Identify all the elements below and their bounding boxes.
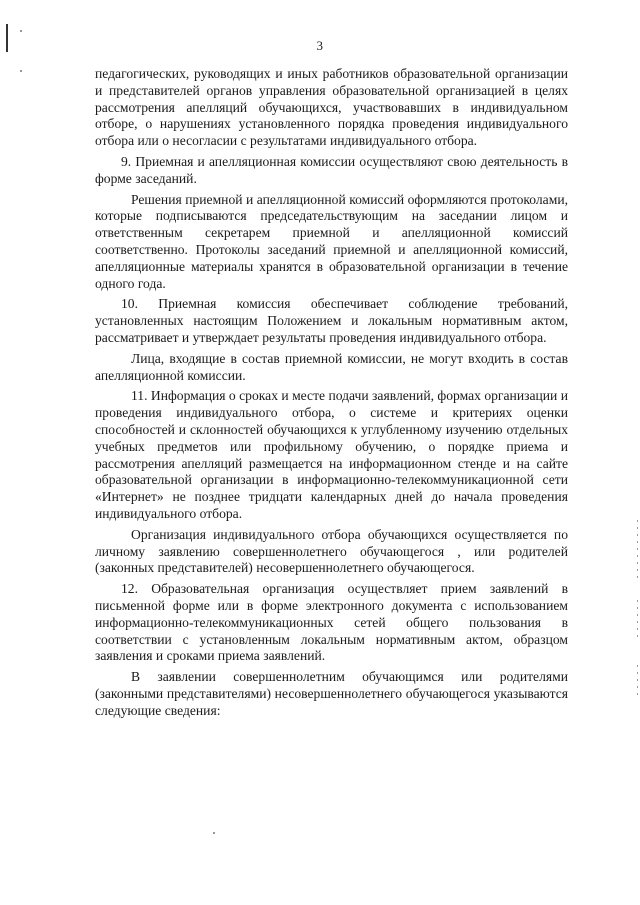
scan-artifact-right-edge — [637, 520, 638, 580]
paragraph-item-12: 12. Образовательная организация осуществляет прием заявлений в письменной форме или в форме электронного документа с использованием информационно-телекоммуникационных сетей общего пользования в соответствии с установленным локальным нормативным актом, образцом заявления и сроками приема заявлений. — [95, 581, 568, 664]
paragraph-members: Лица, входящие в состав приемной комиссии, не могут входить в состав апелляционной комиссии. — [95, 350, 568, 383]
paragraph-organization: Организация индивидуального отбора обучающихся осуществляется по личному заявлению совершеннолетнего обучающегося , или родителей (законных представителей) несовершеннолетнего обучающегося. — [95, 526, 568, 576]
paragraph-item-10: 10. Приемная комиссия обеспечивает соблюдение требований, установленных настоящим Положением и локальным нормативным актом, рассматривает и утверждает результаты проведения индивидуального отбора. — [95, 296, 568, 345]
paragraph-continuation: педагогических, руководящих и иных работников образовательной организации и представителей органов управления образовательной организацией в целях рассмотрения апелляций обучающихся, участвовавших в индивидуальном отборе, о нарушениях установленного порядка проведения индивидуального отбора или о несогласии с результатами индивидуального отбора. — [95, 66, 568, 149]
paragraph-item-9: 9. Приемная и апелляционная комиссии осуществляют свою деятельность в форме заседаний. — [95, 153, 568, 186]
paragraph-decisions: Решения приемной и апелляционной комиссий оформляются протоколами, которые подписываются председательствующим на заседании лицом и ответственным секретарем приемной и апелляционной комиссий соответственно. Протоколы заседаний приемной и апелляционной комиссий, апелляционные материалы хранятся в образовательной организации в течение одного года. — [95, 191, 568, 291]
scan-artifact-right-edge — [637, 665, 638, 695]
scan-speck — [213, 832, 215, 834]
scan-artifact-right-edge — [637, 600, 638, 640]
paragraph-application: В заявлении совершеннолетним обучающимся или родителями (законными представителями) несовершеннолетнего обучающегося указываются следующие сведения: — [95, 669, 568, 718]
page-number: 3 — [316, 38, 324, 53]
document-body — [95, 66, 568, 723]
scan-speck — [20, 30, 22, 32]
scan-speck — [20, 70, 22, 72]
paragraph-item-11: 11. Информация о сроках и месте подачи заявлений, формах организации и проведения индивидуального отбора, о системе и критериях оценки способностей и склонностей обучающихся к углубленному изучению отдельных учебных предметов или профильному обучению, о порядке приема и рассмотрения апелляций размещается на информационном стенде и на сайте образовательной организации в информационно-телекоммуникационной сети «Интернет» не позднее тридцати календарных дней до начала проведения индивидуального отбора. — [95, 388, 568, 521]
